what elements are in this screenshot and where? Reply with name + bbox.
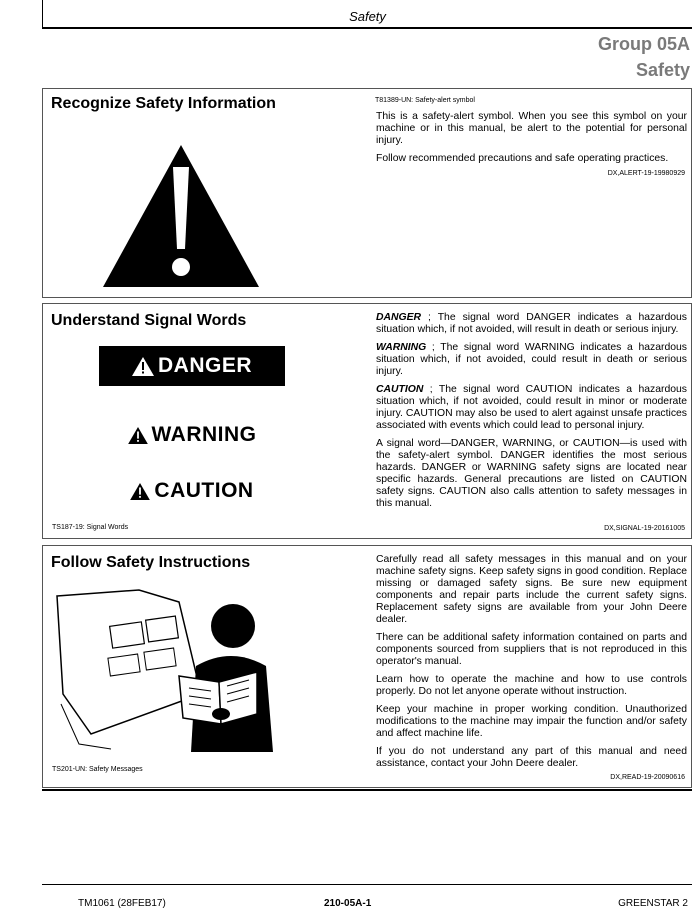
doc-code: DX,READ-19-20090616 [610, 774, 685, 781]
running-header: Safety [349, 9, 386, 24]
doc-code: DX,ALERT-19-19980929 [607, 170, 685, 177]
paragraph: A signal word—DANGER, WARNING, or CAUTION—is used with the safety-alert symbol. DANGER identifies the most serious hazards. DANGER or WARNING safety signs are located near specific hazards. General precautions are listed on CAUTION safety signs. CAUTION also calls attention to safety messages in this manual. [376, 438, 687, 509]
sign-label: WARNING [151, 423, 257, 446]
safety-messages-illustration [51, 584, 291, 759]
term: DANGER [376, 312, 422, 323]
paragraph: Keep your machine in proper working condition. Unauthorized modifications to the machine may impair the function and/or safety and affect machine life. [376, 704, 687, 739]
caution-sign [99, 475, 285, 507]
alert-triangle-icon [130, 483, 150, 500]
warning-sign [99, 419, 285, 451]
footer-page-number: 210-05A-1 [324, 898, 372, 909]
section-title: Follow Safety Instructions [51, 554, 251, 571]
section-body [376, 111, 687, 171]
footer-doc-id: TM1061 (28FEB17) [78, 898, 166, 909]
paragraph: This is a safety-alert symbol. When you see this symbol on your machine or in this manual, be alert to the potential for personal injury. [376, 111, 687, 146]
term: WARNING [376, 342, 427, 353]
doc-code: DX,SIGNAL-19-20161005 [604, 525, 685, 532]
danger-sign [99, 346, 285, 386]
figure-caption: TS201-UN: Safety Messages [52, 766, 143, 773]
definition-caution: CAUTION ; The signal word CAUTION indicates a hazardous situation which, if not avoided, could result in minor or moderate injury. CAUTION may also be used to alert against unsafe practices associated with events which could lead to personal injury. [376, 384, 687, 431]
group-title: Safety [635, 60, 690, 80]
section-title: Understand Signal Words [51, 312, 247, 329]
safety-alert-symbol [101, 143, 261, 294]
section-body [376, 554, 687, 776]
end-rule [42, 789, 692, 791]
sign-label: DANGER [157, 354, 252, 377]
figure-caption: T81389-UN: Safety-alert symbol [375, 97, 475, 104]
section-recognize-safety [42, 88, 692, 298]
paragraph: Follow recommended precautions and safe operating practices. [376, 153, 669, 164]
paragraph: There can be additional safety information contained on parts and components sourced from suppliers that is not reproduced in this operator's manual. [376, 632, 687, 667]
sign-label: CAUTION [154, 479, 254, 502]
paragraph: Carefully read all safety messages in this manual and on your machine safety signs. Keep safety signs in good condition. Replace missing or damaged safety signs. Be sure new equipment components and repair parts include the current safety signs. Replacement safety signs are available from your John Deere dealer. [376, 554, 687, 625]
footer-rule [42, 884, 692, 885]
figure-caption: TS187-19: Signal Words [52, 524, 129, 531]
definition-danger: DANGER ; The signal word DANGER indicates a hazardous situation which, if not avoided, will result in death or serious injury. [376, 312, 687, 335]
paragraph: If you do not understand any part of this manual and need assistance, contact your John Deere dealer. [376, 746, 687, 769]
section-signal-words [42, 303, 692, 539]
alert-triangle-icon [132, 357, 154, 376]
term: CAUTION [376, 384, 424, 395]
footer-product: GREENSTAR 2 [618, 898, 688, 909]
header-rule [42, 27, 692, 29]
definition-warning: WARNING ; The signal word WARNING indicates a hazardous situation which, if not avoided, could result in death or serious injury. [376, 342, 687, 377]
group-number: Group 05A [597, 34, 690, 54]
section-title: Recognize Safety Information [51, 95, 276, 112]
section-follow-instructions [42, 545, 692, 788]
paragraph: Learn how to operate the machine and how to use controls properly. Do not let anyone operate without instruction. [376, 674, 687, 697]
section-body [376, 312, 687, 516]
alert-triangle-icon [128, 427, 148, 444]
